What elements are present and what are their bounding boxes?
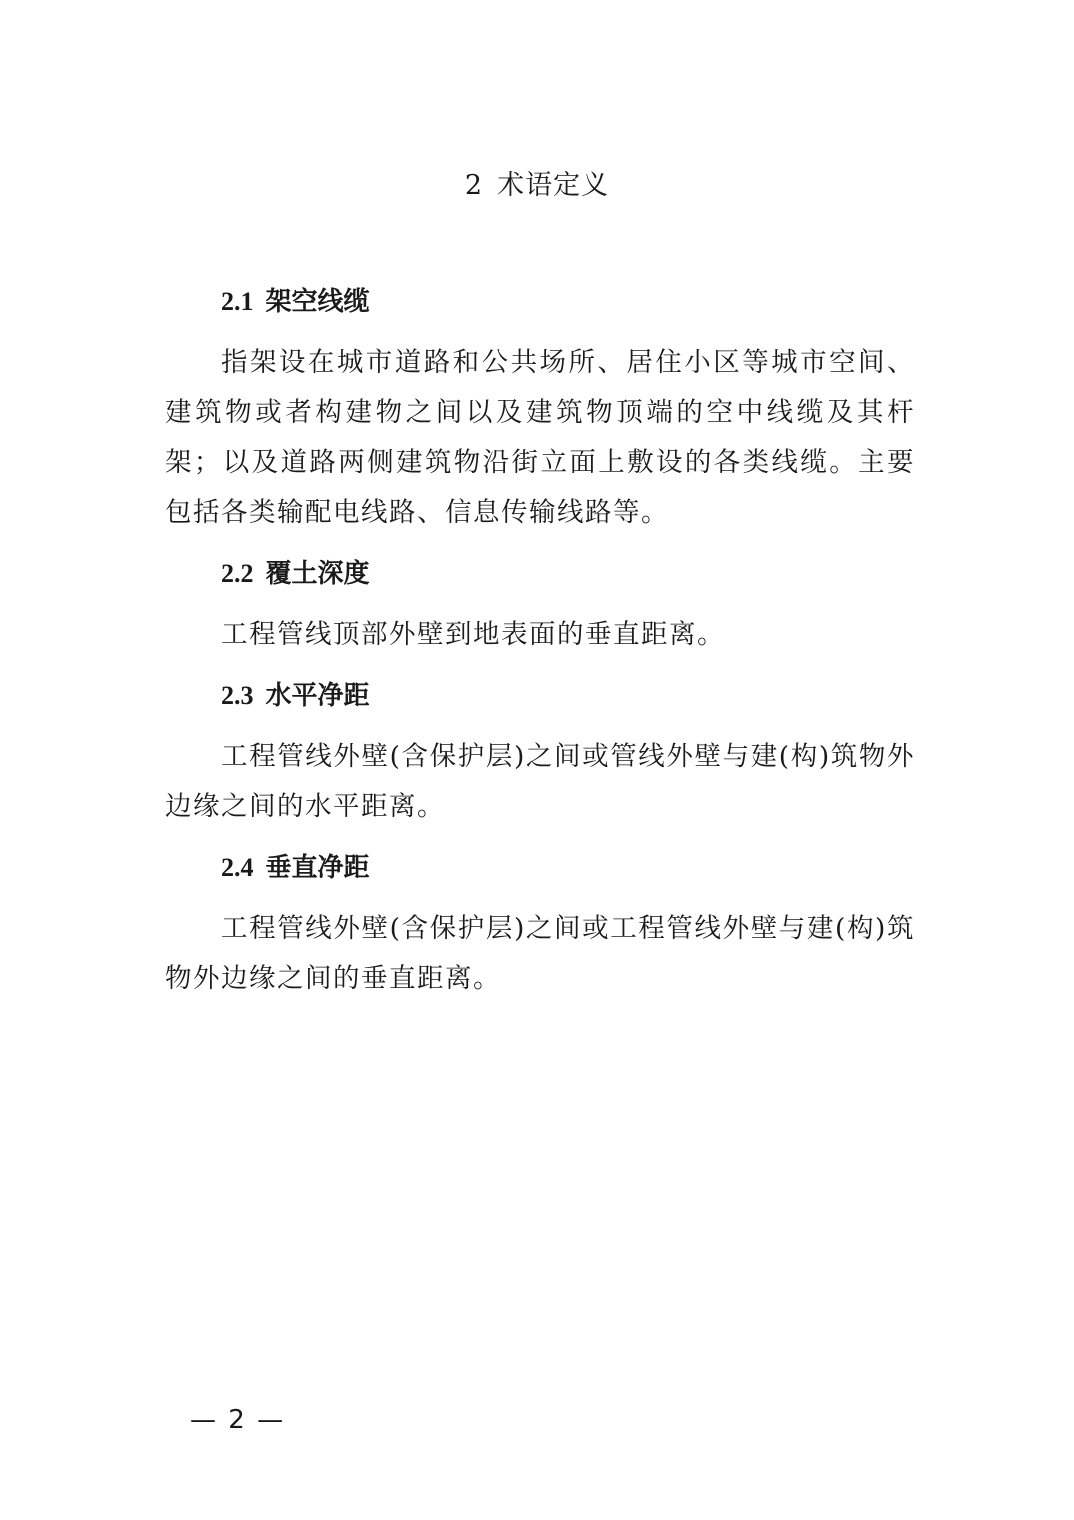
- section-title: 覆土深度: [265, 559, 370, 589]
- section-title: 水平净距: [265, 681, 370, 711]
- chapter-title-text: 术语定义: [497, 170, 610, 201]
- section-2-3: [165, 674, 915, 832]
- section-2-1: [165, 280, 915, 538]
- section-number: 2.3: [221, 681, 254, 710]
- section-number: 2.1: [221, 287, 254, 316]
- section-number: 2.4: [221, 853, 254, 882]
- section-title: 垂直净距: [265, 853, 370, 883]
- section-heading: [165, 674, 915, 718]
- section-number: 2.2: [221, 559, 254, 588]
- section-body: 工程管线外壁(含保护层)之间或工程管线外壁与建(构)筑物外边缘之间的垂直距离。: [165, 913, 915, 994]
- section-body: 工程管线顶部外壁到地表面的垂直距离。: [221, 619, 725, 650]
- document-body: [165, 280, 915, 1018]
- section-heading: [165, 280, 915, 324]
- section-heading: [165, 846, 915, 890]
- section-title: 架空线缆: [265, 287, 370, 317]
- section-body: 指架设在城市道路和公共场所、居住小区等城市空间、建筑物或者构建物之间以及建筑物顶端的空中线缆及其杆架；以及道路两侧建筑物沿街立面上敷设的各类线缆。主要包括各类输配电线路、信息传输线路等。: [165, 347, 915, 528]
- chapter-title: [0, 166, 1074, 206]
- section-2-2: [165, 552, 915, 660]
- section-body: 工程管线外壁(含保护层)之间或管线外壁与建(构)筑物外边缘之间的水平距离。: [165, 741, 915, 822]
- section-heading: [165, 552, 915, 596]
- section-2-4: [165, 846, 915, 1004]
- page-number: — 2 —: [190, 1405, 286, 1435]
- chapter-number: 2: [464, 170, 484, 201]
